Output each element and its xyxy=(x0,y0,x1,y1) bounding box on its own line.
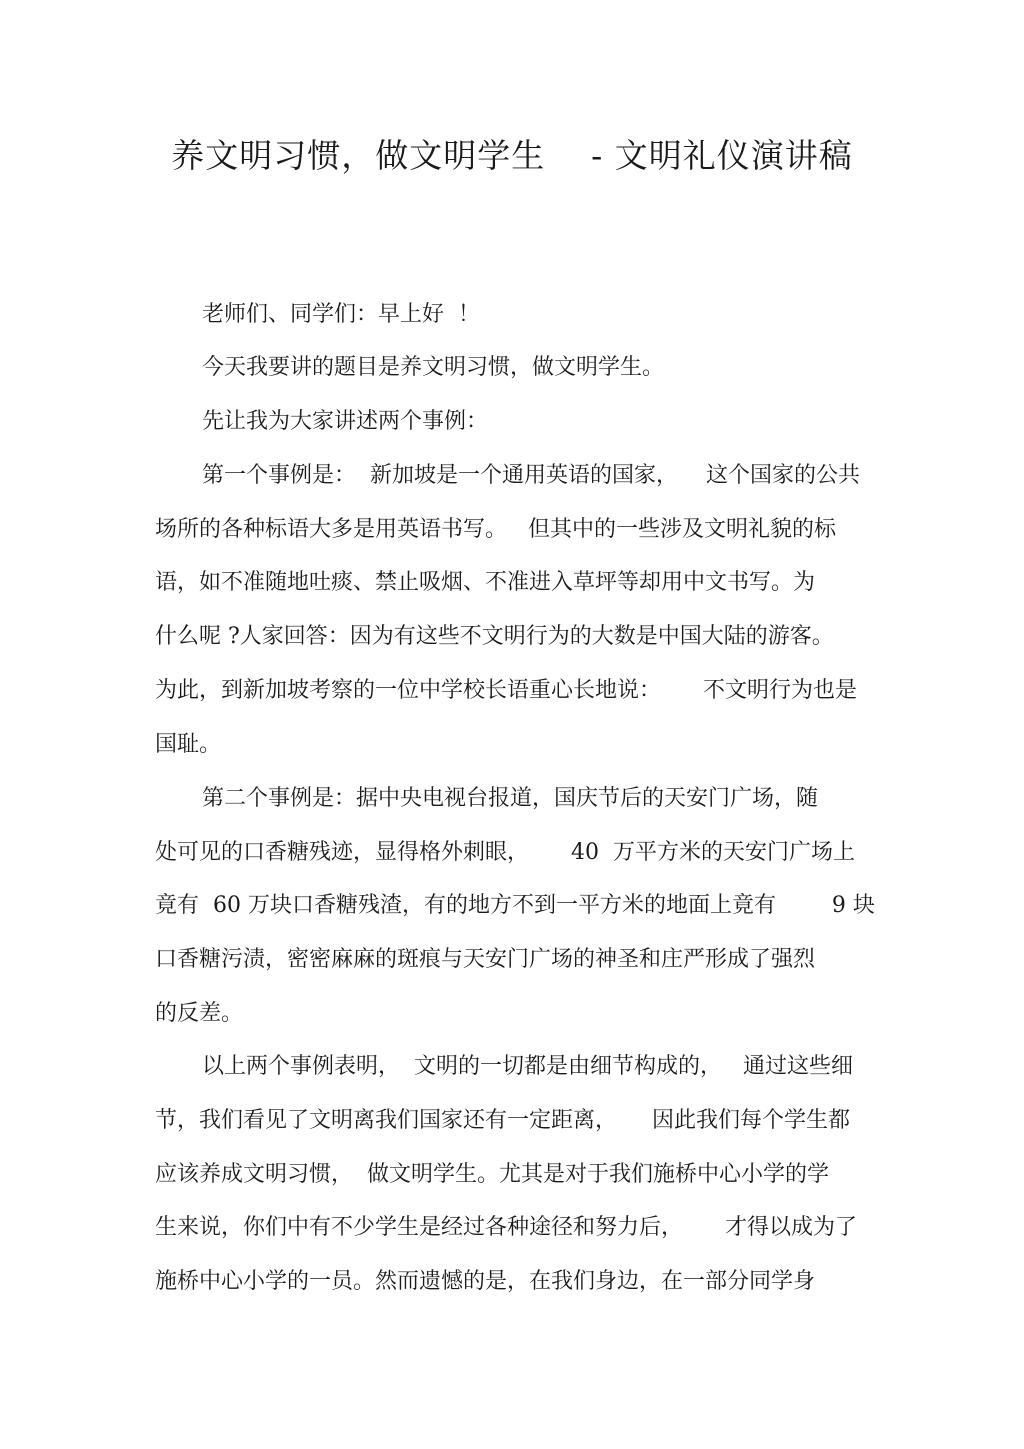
text-line: 处可见的口香糖残迹，显得格外刺眼， 40 万平方米的天安门广场上 xyxy=(155,840,855,865)
text-line: 以上两个事例表明， 文明的一切都是由细节构成的， 通过这些细 xyxy=(202,1054,853,1079)
text-line: 生来说，你们中有不少学生是经过各种途径和努力后， 才得以成为了 xyxy=(155,1215,857,1240)
text-line: 口香糖污渍，密密麻麻的斑痕与天安门广场的神圣和庄严形成了强烈 xyxy=(155,947,816,972)
text-line: 竟有 60 万块口香糖残渣，有的地方不到一平方米的地面上竟有 9 块 xyxy=(155,893,875,918)
text-line: 节，我们看见了文明离我们国家还有一定距离， 因此我们每个学生都 xyxy=(155,1108,850,1133)
text-line: 应该养成文明习惯， 做文明学生。尤其是对于我们施桥中心小学的学 xyxy=(155,1162,829,1187)
text-line: 场所的各种标语大多是用英语书写。 但其中的一些涉及文明礼貌的标 xyxy=(155,517,836,542)
text-line: 第二个事例是：据中央电视台报道，国庆节后的天安门广场，随 xyxy=(202,786,819,811)
text-line: 国耻。 xyxy=(155,732,222,757)
text-line: 第一个事例是： 新加坡是一个通用英语的国家， 这个国家的公共 xyxy=(202,463,860,488)
document-title: 养文明习惯，做文明学生 - 文明礼仪演讲稿 xyxy=(171,136,853,175)
text-line: 语，如不准随地吐痰、禁止吸烟、不准进入草坪等却用中文书写。为 xyxy=(155,570,816,595)
text-line: 为此，到新加坡考察的一位中学校长语重心长地说： 不文明行为也是 xyxy=(155,678,857,703)
text-line: 先让我为大家讲述两个事例： xyxy=(202,409,489,434)
text-line: 老师们、同学们：早上好 ！ xyxy=(202,302,480,327)
text-line: 今天我要讲的题目是养文明习惯，做文明学生。 xyxy=(202,355,665,380)
text-line: 什么呢 ?人家回答：因为有这些不文明行为的大数是中国大陆的游客。 xyxy=(155,624,834,649)
text-line: 施桥中心小学的一员。然而遗憾的是，在我们身边，在一部分同学身 xyxy=(155,1269,816,1294)
text-line: 的反差。 xyxy=(155,1001,244,1026)
